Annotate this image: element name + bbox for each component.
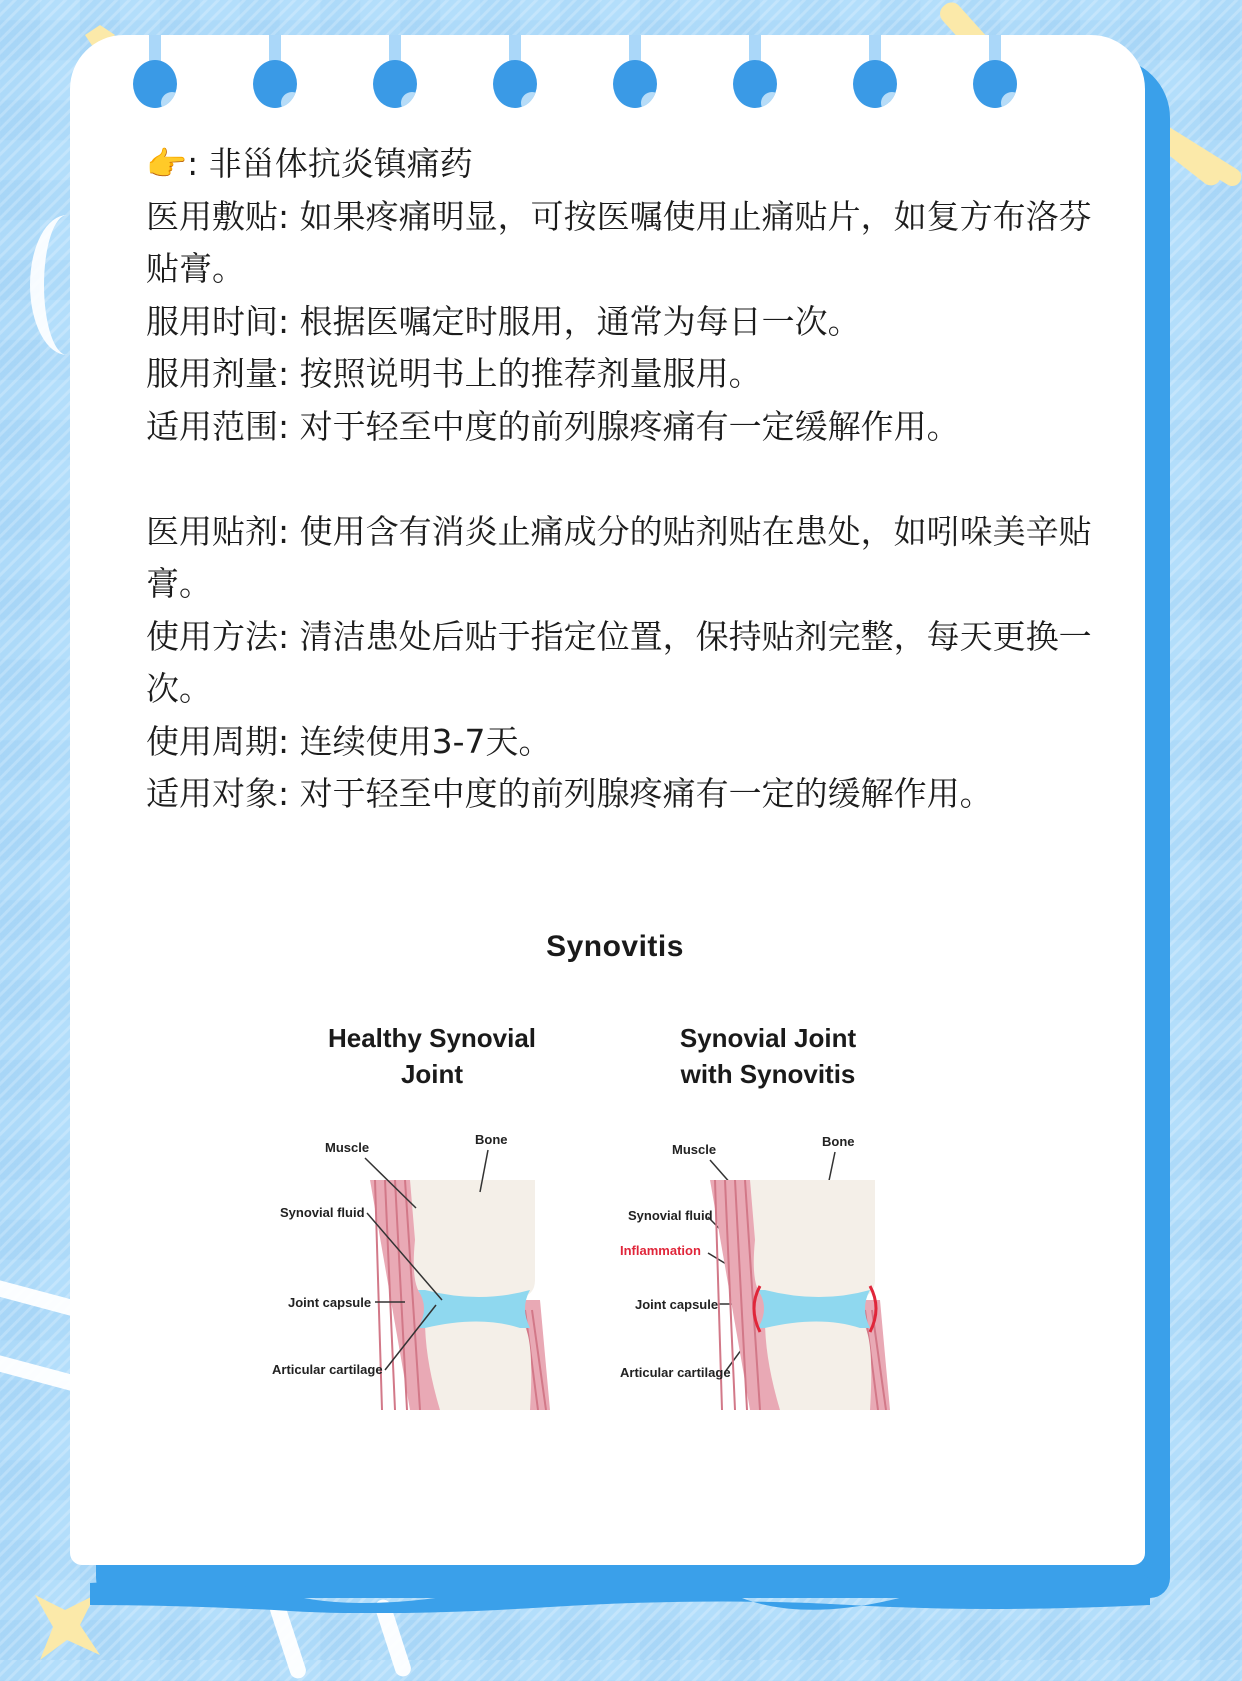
note-line: 使用周期: 连续使用3-7天。: [146, 721, 552, 761]
label-synovial-fluid: Synovial fluid: [628, 1208, 713, 1223]
binder-ring: [248, 35, 302, 115]
pointing-hand-icon: 👉: [146, 144, 188, 183]
binder-ring: [848, 35, 902, 115]
label-articular-cartilage: Articular cartilage: [620, 1365, 731, 1380]
label-synovial-fluid: Synovial fluid: [280, 1205, 365, 1220]
notepad-bottom-wave: [90, 1575, 1150, 1613]
note-heading: [146, 138, 1106, 191]
note-line: 服用剂量: 按照说明书上的推荐剂量服用。: [146, 354, 762, 393]
note-line: 适用范围: 对于轻至中度的前列腺疼痛有一定缓解作用。: [146, 406, 960, 446]
label-muscle: Muscle: [325, 1140, 370, 1155]
label-joint-capsule: Joint capsule: [635, 1297, 719, 1312]
synovitis-diagram: [270, 930, 960, 1490]
binder-ring: [488, 35, 542, 115]
panel-title-line: with Synovitis: [680, 1059, 856, 1089]
binder-ring: [608, 35, 662, 115]
label-joint-capsule: Joint capsule: [288, 1295, 372, 1310]
note-line: 使用方法: 清洁患处后贴于指定位置，保持贴剂完整，每天更换一次。: [146, 616, 1092, 708]
label-bone: Bone: [822, 1134, 855, 1149]
note-text: [146, 138, 1106, 821]
panel-title-line: Joint: [400, 1059, 464, 1089]
label-inflammation: Inflammation: [620, 1243, 701, 1258]
note-line: 医用贴剂: 使用含有消炎止痛成分的贴剂贴在患处，如吲哚美辛贴膏。: [146, 511, 1092, 603]
label-articular-cartilage: Articular cartilage: [272, 1362, 383, 1377]
binder-ring: [368, 35, 422, 115]
panel-title-line: Synovial Joint: [679, 1023, 857, 1053]
note-line: 医用敷贴: 如果疼痛明显，可按医嘱使用止痛贴片，如复方布洛芬贴膏。: [146, 196, 1092, 288]
spacer: [146, 453, 1106, 506]
synovitis-joint-illustration: [710, 1180, 900, 1410]
note-line: 适用对象: 对于轻至中度的前列腺疼痛有一定的缓解作用。: [146, 774, 993, 813]
binder-ring: [728, 35, 782, 115]
label-muscle: Muscle: [672, 1142, 717, 1157]
binder-ring: [128, 35, 182, 115]
binder-ring: [968, 35, 1022, 115]
label-bone: Bone: [475, 1132, 508, 1147]
heading-text: : 非甾体抗炎镇痛药: [187, 144, 473, 183]
figure-title: Synovitis: [546, 930, 684, 963]
note-line: 服用时间: 根据医嘱定时服用，通常为每日一次。: [146, 301, 861, 341]
panel-title-line: Healthy Synovial: [327, 1023, 537, 1053]
